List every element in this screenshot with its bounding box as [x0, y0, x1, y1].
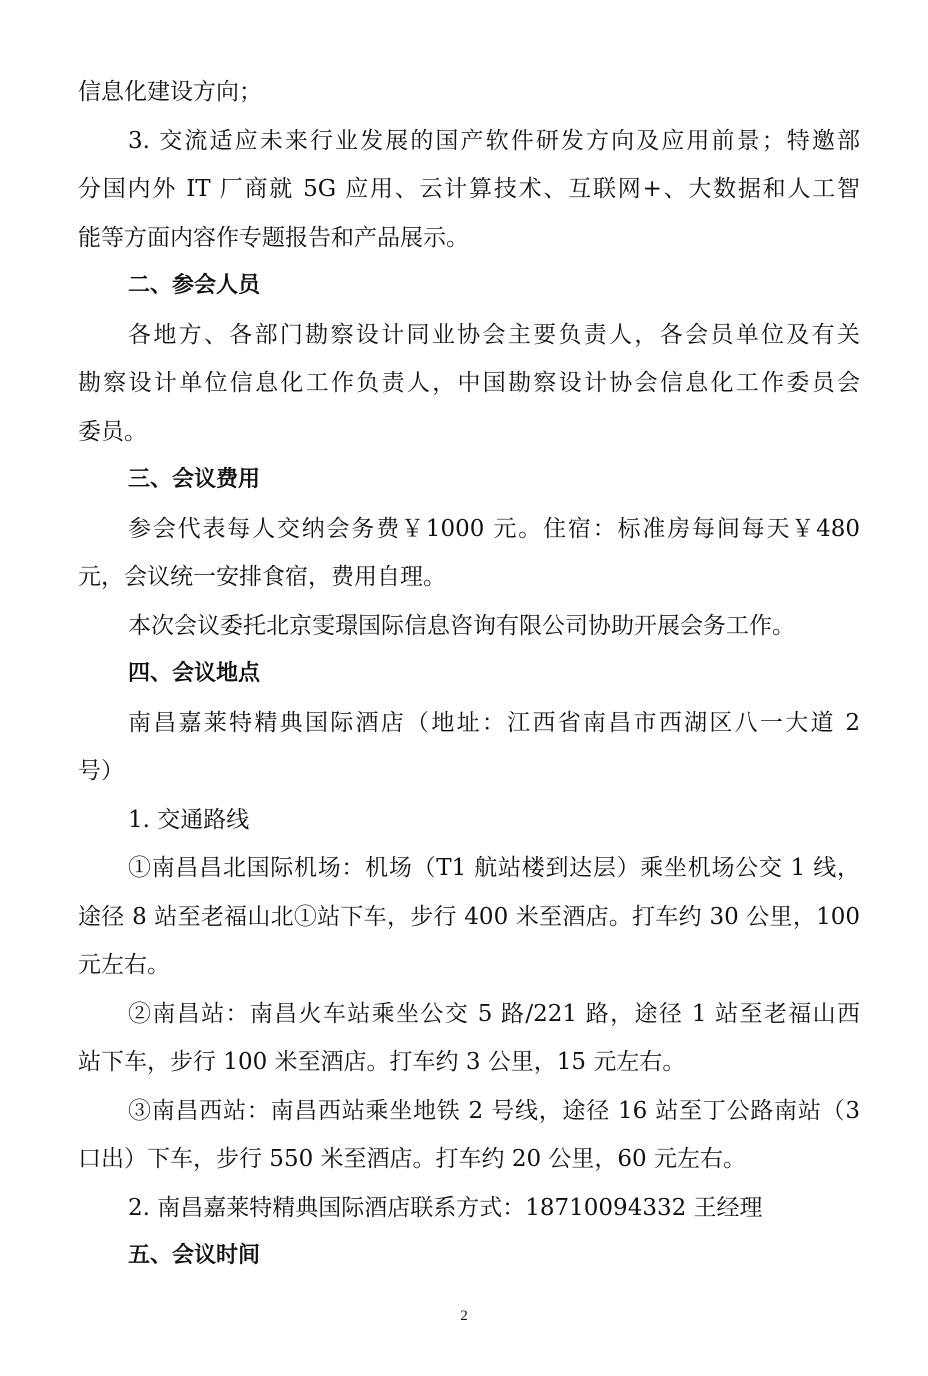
document-body — [78, 68, 860, 1281]
paragraph-line: 2. 南昌嘉莱特精典国际酒店联系方式：18710094332 王经理 — [128, 1194, 763, 1221]
paragraph-line: ①南昌昌北国际机场：机场（T1 航站楼到达层）乘坐机场公交 1 线， — [128, 855, 860, 881]
paragraph-line: ②南昌站：南昌火车站乘坐公交 5 路/221 路，途径 1 站至老福山西 — [128, 1000, 860, 1027]
paragraph-line: 途径 8 站至老福山北①站下车，步行 400 米至酒店。打车约 30 公里，100 — [78, 903, 860, 930]
page-number: 2 — [460, 1308, 468, 1324]
paragraph-line: 元左右。 — [78, 952, 170, 978]
paragraph-line: 口出）下车，步行 550 米至酒店。打车约 20 公里，60 元左右。 — [78, 1146, 746, 1172]
paragraph-line: 参会代表每人交纳会务费￥1000 元。住宿：标准房每间每天￥480 — [128, 515, 860, 542]
section-heading: 五、会议时间 — [128, 1243, 261, 1268]
paragraph-line: 元，会议统一安排食宿，费用自理。 — [78, 564, 446, 590]
paragraph-line: 站下车，步行 100 米至酒店。打车约 3 公里，15 元左右。 — [78, 1049, 686, 1075]
paragraph-line: 号） — [78, 758, 124, 784]
paragraph-line: 委员。 — [78, 418, 147, 445]
paragraph-line: 信息化建设方向； — [78, 79, 262, 105]
paragraph-line: 南昌嘉莱特精典国际酒店（地址：江西省南昌市西湖区八一大道 2 — [128, 709, 860, 736]
section-heading: 二、参会人员 — [128, 273, 261, 298]
paragraph-line: 各地方、各部门勘察设计同业协会主要负责人，各会员单位及有关 — [128, 321, 860, 348]
paragraph-line: 分国内外 IT 厂商就 5G 应用、云计算技术、互联网+、大数据和人工智 — [78, 176, 860, 202]
paragraph-line: 1. 交通路线 — [128, 806, 250, 833]
paragraph-line: ③南昌西站：南昌西站乘坐地铁 2 号线，途径 16 站至丁公路南站（3 — [128, 1097, 860, 1124]
section-heading: 三、会议费用 — [128, 467, 261, 492]
paragraph-line: 3. 交流适应未来行业发展的国产软件研发方向及应用前景；特邀部 — [128, 127, 860, 154]
section-heading: 四、会议地点 — [128, 661, 261, 686]
paragraph-line: 能等方面内容作专题报告和产品展示。 — [78, 224, 469, 251]
paragraph-line: 勘察设计单位信息化工作负责人，中国勘察设计协会信息化工作委员会 — [78, 370, 860, 396]
paragraph-line: 本次会议委托北京雯璟国际信息咨询有限公司协助开展会务工作。 — [128, 612, 795, 639]
